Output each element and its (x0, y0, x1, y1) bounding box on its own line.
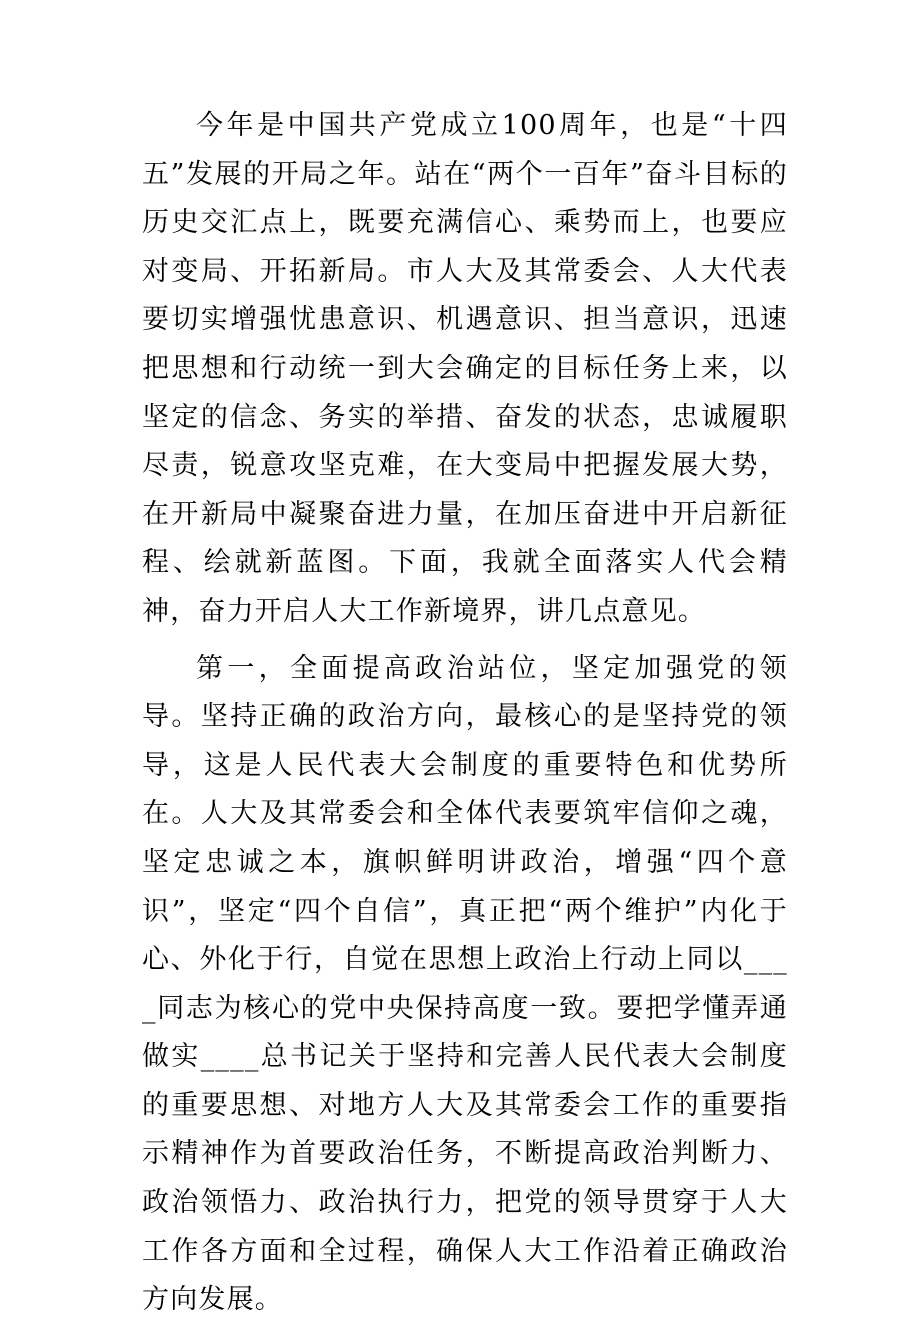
document-body (142, 102, 788, 1325)
paragraph-first-point: 第一，全面提高政治站位，坚定加强党的领导。坚持正确的政治方向，最核心的是坚持党的领导，这是人民代表大会制度的重要特色和优势所在。人大及其常委会和全体代表要筑牢信仰之魂，坚定忠诚之本，旗帜鲜明讲政治，增强“四个意识”，坚定“四个自信”，真正把“两个维护”内化于心、外化于行，自觉在思想上政治上行动上同以____同志为核心的党中央保持高度一致。要把学懂弄通做实____总书记关于坚持和完善人民代表大会制度的重要思想、对地方人大及其常委会工作的重要指示精神作为首要政治任务，不断提高政治判断力、政治领悟力、政治执行力，把党的领导贯穿于人大工作各方面和全过程，确保人大工作沿着正确政治方向发展。 (142, 652, 788, 1316)
paragraph-intro: 今年是中国共产党成立100周年，也是“十四五”发展的开局之年。站在“两个一百年”奋斗目标的历史交汇点上，既要充满信心、乘势而上，也要应对变局、开拓新局。市人大及其常委会、人大代表要切实增强忧患意识、机遇意识、担当意识，迅速把思想和行动统一到大会确定的目标任务上来，以坚定的信念、务实的举措、奋发的状态，忠诚履职尽责，锐意攻坚克难，在大变局中把握发展大势，在开新局中凝聚奋进力量，在加压奋进中开启新征程、绘就新蓝图。下面，我就全面落实人代会精神，奋力开启人大工作新境界，讲几点意见。 (142, 110, 788, 627)
